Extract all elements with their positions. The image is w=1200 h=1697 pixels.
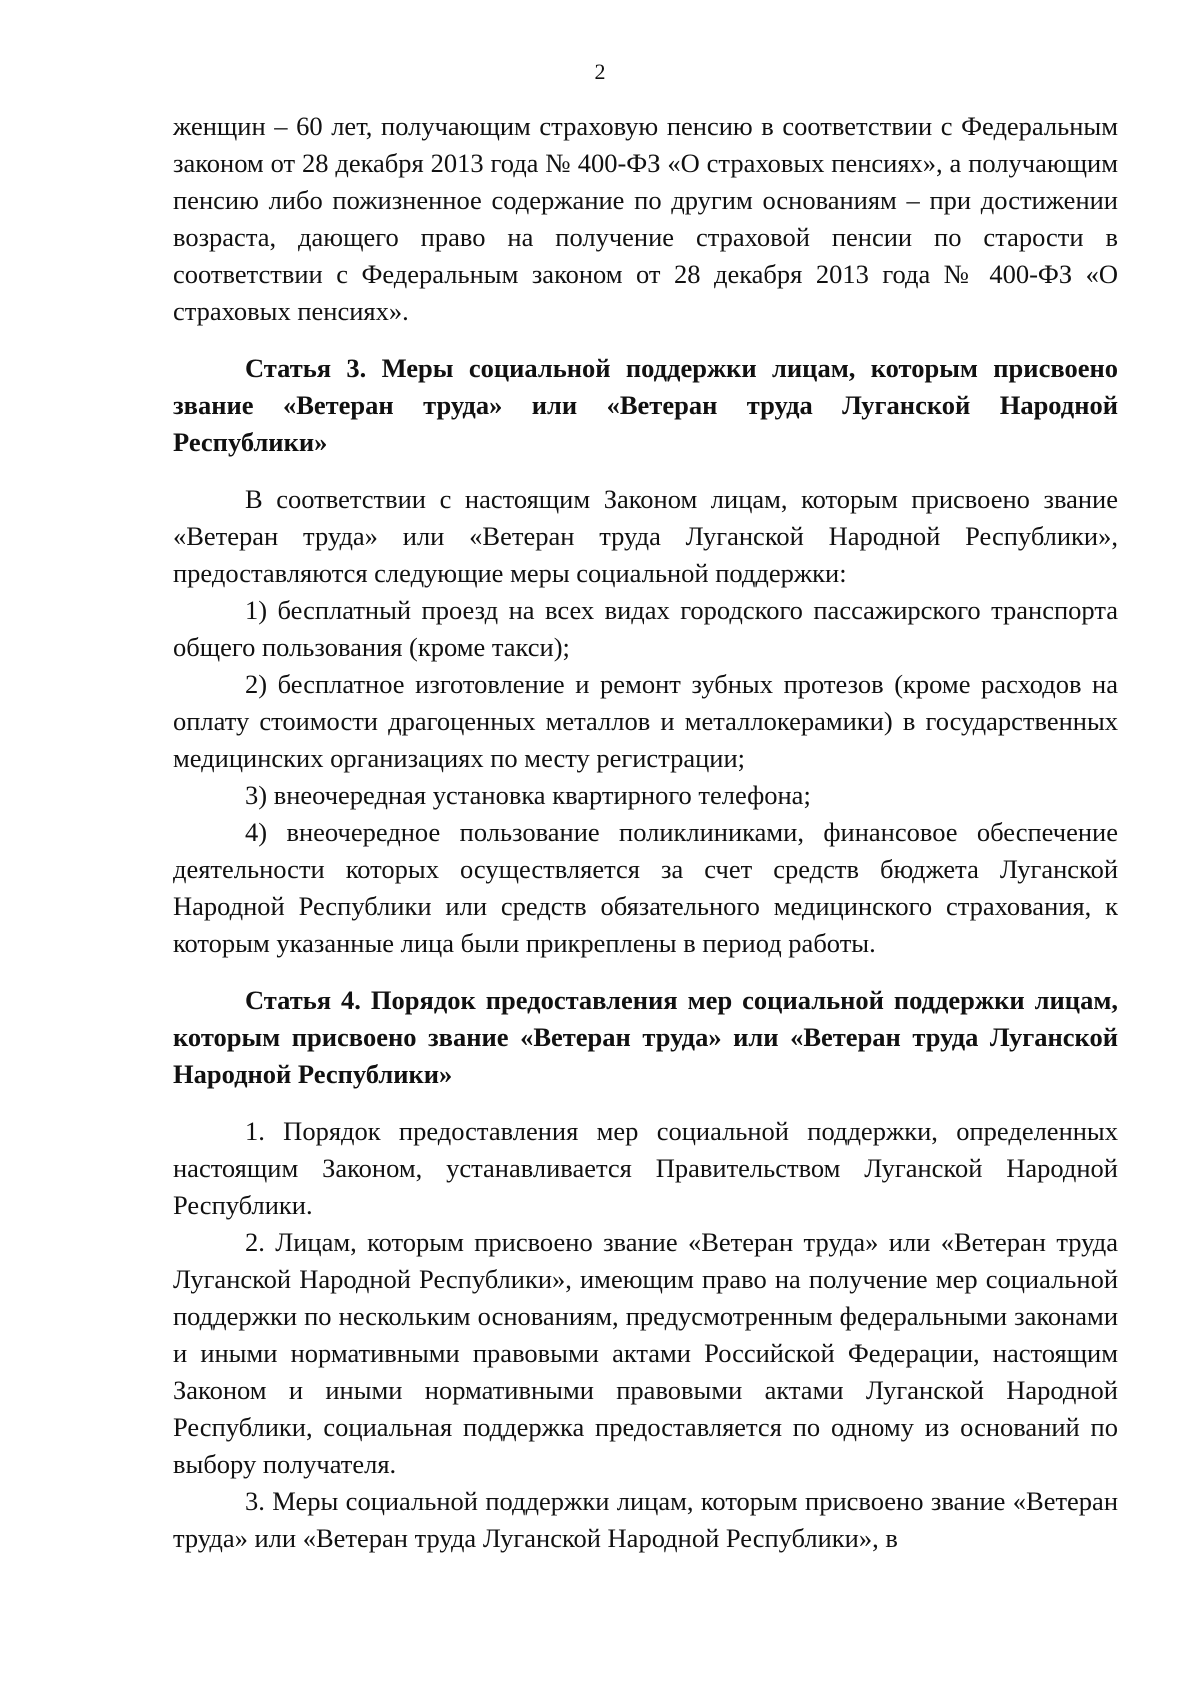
article-4-item-2: 2. Лицам, которым присвоено звание «Ветеран труда» или «Ветеран труда Луганской Народной Республики», имеющим право на получение мер социальной поддержки по нескольким основаниям, предусмотренным федеральными законами и иными нормативными правовыми актами Российской Федерации, настоящим Законом и иными нормативными правовыми актами Луганской Народной Республики, социальная поддержка предоставляется по одному из оснований по выбору получателя. bbox=[173, 1227, 1118, 1479]
article-4-heading: Статья 4. Порядок предоставления мер социальной поддержки лицам, которым присвоено звание «Ветеран труда» или «Ветеран труда Луганской Народной Республики» bbox=[173, 985, 1118, 1089]
article-4-item-3: 3. Меры социальной поддержки лицам, которым присвоено звание «Ветеран труда» или «Ветеран труда Луганской Народной Республики», в bbox=[173, 1486, 1118, 1553]
article-3-heading: Статья 3. Меры социальной поддержки лицам, которым присвоено звание «Ветеран труда» или «Ветеран труда Луганской Народной Республики» bbox=[173, 353, 1118, 457]
article-3-item-3: 3) внеочередная установка квартирного телефона; bbox=[245, 780, 811, 810]
article-3-lead-paragraph: В соответствии с настоящим Законом лицам, которым присвоено звание «Ветеран труда» или «Ветеран труда Луганской Народной Республики», предоставляются следующие меры социальной поддержки: bbox=[173, 484, 1118, 588]
document-body bbox=[173, 108, 1118, 1557]
intro-paragraph: женщин – 60 лет, получающим страховую пенсию в соответствии с Федеральным законом от 28 декабря 2013 года № 400-ФЗ «О страховых пенсиях», а получающим пенсию либо пожизненное содержание по другим основаниям – при достижении возраста, дающего право на получение страховой пенсии по старости в соответствии с Федеральным законом от 28 декабря 2013 года № 400-ФЗ «О страховых пенсиях». bbox=[173, 111, 1118, 326]
article-3-item-4: 4) внеочередное пользование поликлиниками, финансовое обеспечение деятельности которых осуществляется за счет средств бюджета Луганской Народной Республики или средств обязательного медицинского страхования, к которым указанные лица были прикреплены в период работы. bbox=[173, 817, 1118, 958]
article-3-item-2: 2) бесплатное изготовление и ремонт зубных протезов (кроме расходов на оплату стоимости драгоценных металлов и металлокерамики) в государственных медицинских организациях по месту регистрации; bbox=[173, 669, 1118, 773]
page-number: 2 bbox=[594, 59, 606, 84]
article-4-item-1: 1. Порядок предоставления мер социальной поддержки, определенных настоящим Законом, устанавливается Правительством Луганской Народной Республики. bbox=[173, 1116, 1118, 1220]
article-3-item-1: 1) бесплатный проезд на всех видах городского пассажирского транспорта общего пользования (кроме такси); bbox=[173, 595, 1118, 662]
